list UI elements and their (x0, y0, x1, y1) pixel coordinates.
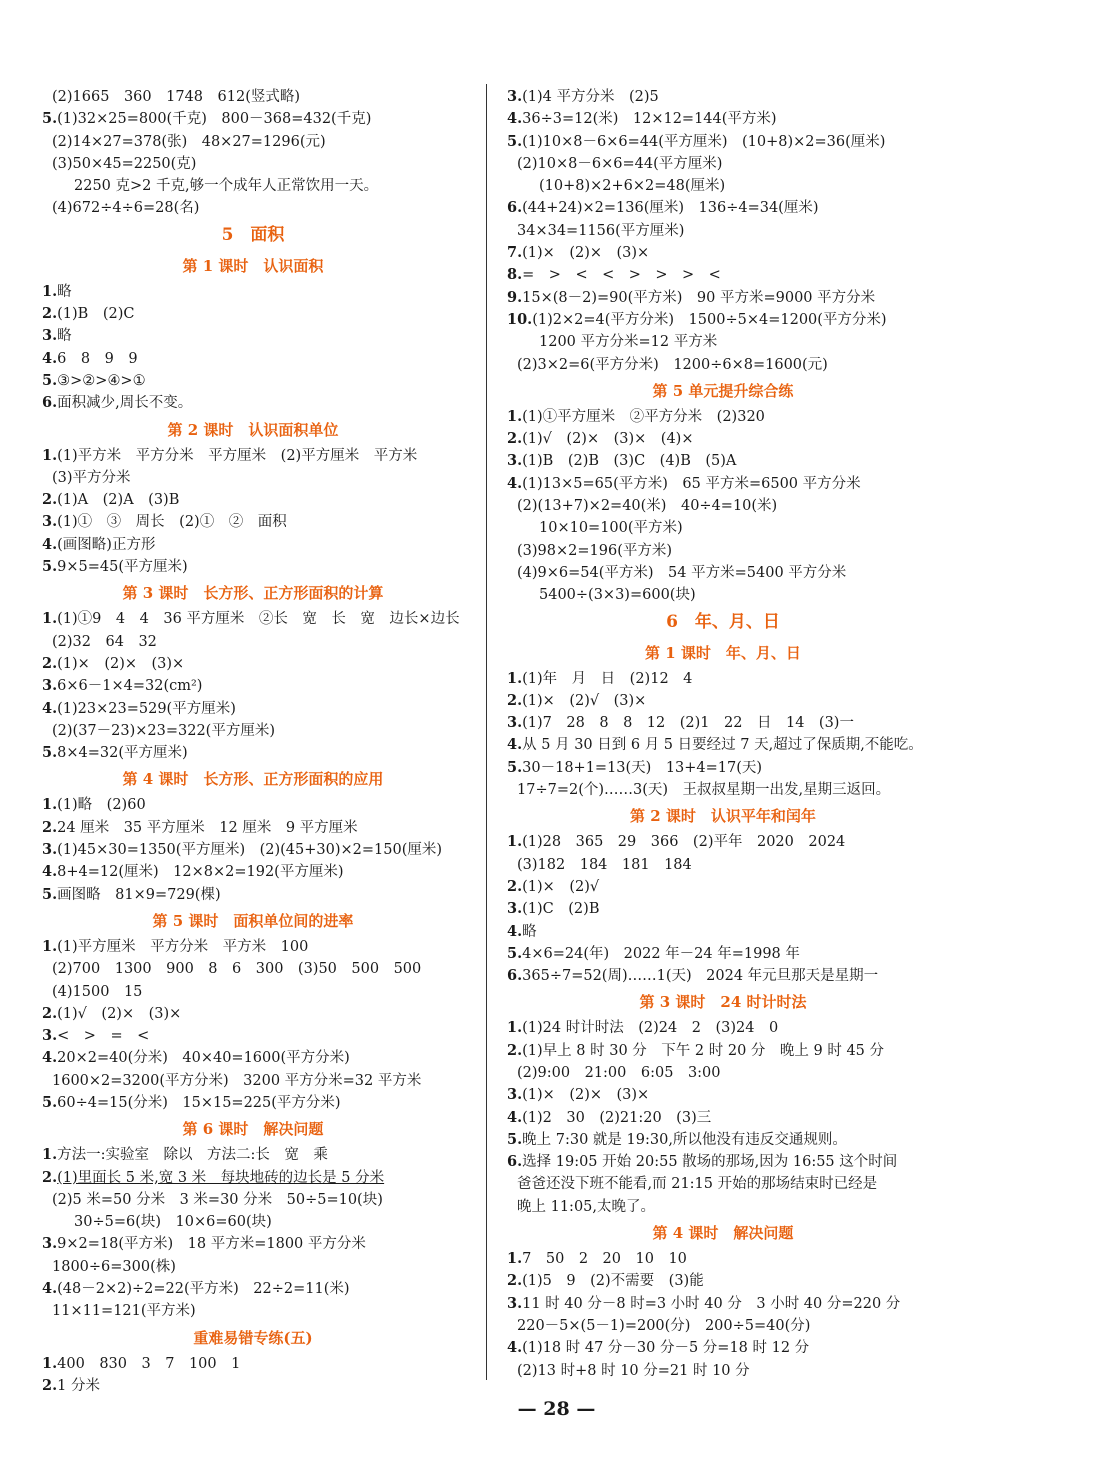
answer-line (38, 1047, 468, 1069)
answer-text: 1600×2=3200(平方分米) 3200 平方分米=32 平方米 (52, 1072, 422, 1089)
answer-line (503, 584, 943, 606)
answer-line (503, 1196, 943, 1218)
answer-line (38, 1211, 468, 1233)
answer-line (38, 742, 468, 764)
answer-text: 8×4=32(平方厘米) (57, 745, 188, 762)
answer-line (503, 1293, 943, 1315)
question-number: 2. (507, 1272, 523, 1290)
answer-text: (2)700 1300 900 8 6 300 (3)50 500 500 (52, 961, 422, 978)
question-number: 9. (507, 288, 523, 306)
question-number: 3. (42, 1027, 58, 1045)
answer-text: 20×2=40(分米) 40×40=1600(平方分米) (57, 1050, 350, 1067)
answer-line (38, 489, 468, 511)
answer-line (503, 1017, 943, 1039)
question-number: 4. (507, 1339, 523, 1357)
answer-text: (1)4 平方分米 (2)5 (522, 89, 659, 105)
answer-line (38, 631, 468, 653)
answer-text: (1)平方厘米 平方分米 平方米 100 (57, 938, 309, 955)
question-number: 3. (507, 714, 523, 732)
section-heading: 重难易错专练(五) (193, 1328, 313, 1347)
question-number: 4. (42, 1049, 58, 1067)
answer-text: 爸爸还没下班不能看,而 21:15 开始的那场结束时已经是 (517, 1176, 878, 1193)
answer-text: 6 8 9 9 (57, 350, 138, 367)
question-number: 4. (42, 863, 58, 881)
answer-text: (1)①平方厘米 ②平方分米 (2)320 (522, 408, 765, 425)
question-number: 2. (507, 691, 523, 709)
question-number: 2. (42, 1004, 58, 1022)
section-heading: 第 5 课时 面积单位间的进率 (152, 911, 354, 930)
answer-text: 220－5×(5－1)=200(分) 200÷5=40(分) (517, 1317, 811, 1334)
answer-line (503, 86, 943, 108)
answer-text: 400 830 3 7 100 1 (57, 1355, 241, 1372)
answer-line (38, 392, 468, 414)
answer-text: (1)2×2=4(平方分米) 1500÷5×4=1200(平方分米) (532, 311, 887, 328)
answer-line (503, 264, 943, 286)
question-number: 4. (507, 110, 523, 128)
question-number: 4. (507, 922, 523, 940)
answer-line (503, 1084, 943, 1106)
answer-text: (1)28 365 29 366 (2)平年 2020 2024 (522, 834, 846, 851)
answer-text: (1)√ (2)× (3)× (4)× (522, 431, 694, 448)
answer-line (38, 1233, 468, 1255)
answer-line (38, 197, 468, 219)
answer-text: (1)7 28 8 8 12 (2)1 22 日 14 (3)一 (522, 715, 854, 732)
answer-line (503, 712, 943, 734)
question-number: 3. (507, 900, 523, 918)
answer-text: 30÷5=6(块) 10×6=60(块) (74, 1214, 272, 1231)
answer-line (38, 698, 468, 720)
answer-line (38, 1070, 468, 1092)
answer-text: 9×5=45(平方厘米) (57, 559, 188, 576)
question-number: 5. (42, 558, 58, 576)
question-number: 3. (42, 513, 58, 531)
answer-text: 6×6－1×4=32(cm²) (57, 678, 203, 695)
answer-text: 略 (57, 283, 72, 300)
answer-line (38, 153, 468, 175)
answer-text: (1)× (2)× (3)× (57, 655, 185, 672)
answer-text: (1)里面长 5 米,宽 3 米 每块地砖的边长是 5 分米 (57, 1169, 385, 1186)
answer-line (503, 287, 943, 309)
answer-text: (1)① ③ 周长 (2)① ② 面积 (57, 514, 287, 531)
question-number: 5. (42, 885, 58, 903)
answer-text: 8+4=12(厘米) 12×8×2=192(平方厘米) (57, 864, 344, 881)
question-number: 3. (42, 841, 58, 859)
answer-text: (48－2×2)÷2=22(平方米) 22÷2=11(米) (57, 1281, 350, 1298)
answer-text: (1)18 时 47 分－30 分－5 分=18 时 12 分 (522, 1340, 810, 1357)
answer-line (38, 675, 468, 697)
answer-line (38, 1353, 468, 1375)
answer-line (503, 1337, 943, 1359)
answer-line (503, 1360, 943, 1382)
answer-text: 面积减少,周长不变。 (57, 395, 193, 412)
section-heading: 第 1 课时 年、月、日 (645, 643, 801, 662)
answer-line (38, 608, 468, 630)
question-number: 3. (42, 327, 58, 345)
answer-line (38, 303, 468, 325)
answer-text: 365÷7=52(周)……1(天) 2024 年元旦那天是星期一 (522, 968, 879, 985)
unit-title: 6 年、月、日 (666, 611, 780, 632)
question-number: 6. (507, 1153, 523, 1171)
question-number: 2. (42, 491, 58, 509)
answer-text: 晚上 11:05,太晚了。 (517, 1198, 656, 1215)
answer-text: (2)1665 360 1748 612(竖式略) (52, 89, 301, 105)
question-number: 10. (507, 310, 533, 328)
answer-line (503, 898, 943, 920)
answer-text: (1)10×8－6×6=44(平方厘米) (10+8)×2=36(厘米) (522, 133, 886, 150)
answer-text: (1)略 (2)60 (57, 797, 146, 814)
answer-text: (1)年 月 日 (2)12 4 (522, 670, 693, 687)
question-number: 1. (42, 282, 58, 300)
section-heading: 第 6 课时 解决问题 (182, 1120, 324, 1139)
answer-line (503, 331, 943, 353)
answer-line (38, 1092, 468, 1114)
answer-text: 略 (57, 328, 72, 345)
answer-line (503, 668, 943, 690)
question-number: 2. (42, 654, 58, 672)
answer-line (503, 131, 943, 153)
answer-text: (2)9:00 21:00 6:05 3:00 (517, 1064, 721, 1081)
answer-text: (1)C (2)B (522, 901, 600, 918)
question-number: 5. (42, 1093, 58, 1111)
answer-line (38, 511, 468, 533)
answer-text: (1)× (2)× (3)× (522, 1087, 650, 1104)
answer-text: 30－18+1=13(天) 13+4=17(天) (522, 759, 763, 776)
answer-text: 9×2=18(平方米) 18 平方米=1800 平方分米 (57, 1236, 366, 1253)
answer-line (38, 175, 468, 197)
question-number: 3. (507, 452, 523, 470)
page-number: — 28 — (517, 1398, 596, 1420)
answer-text: 17÷7=2(个)……3(天) 王叔叔星期一出发,星期三返回。 (517, 782, 891, 799)
question-number: 3. (507, 1086, 523, 1104)
answer-text: < > = < (57, 1028, 150, 1045)
answer-text: (2)10×8－6×6=44(平方厘米) (517, 155, 723, 172)
question-number: 4. (507, 474, 523, 492)
question-number: 2. (42, 305, 58, 323)
answer-text: 选择 19:05 开始 20:55 散场的那场,因为 16:55 这个时间 (522, 1154, 898, 1171)
question-number: 1. (42, 937, 58, 955)
answer-line (503, 562, 943, 584)
question-number: 1. (507, 833, 523, 851)
answer-line (503, 876, 943, 898)
answer-line (38, 108, 468, 130)
question-number: 5. (42, 371, 58, 389)
answer-line (503, 1107, 943, 1129)
answer-line (38, 861, 468, 883)
answer-text: (4)9×6=54(平方米) 54 平方米=5400 平方分米 (517, 564, 847, 581)
answer-text: 11×11=121(平方米) (52, 1303, 196, 1320)
answer-text: (1)A (2)A (3)B (57, 492, 180, 509)
answer-line (503, 921, 943, 943)
unit-title: 5 面积 (221, 224, 285, 245)
answer-text: (4)672÷4÷6=28(名) (52, 200, 200, 217)
answer-line (503, 220, 943, 242)
answer-line (38, 1189, 468, 1211)
section-heading: 第 3 课时 24 时计时法 (639, 993, 807, 1012)
answer-text: 24 厘米 35 平方厘米 12 厘米 9 平方厘米 (57, 819, 358, 836)
question-number: 1. (507, 1250, 523, 1268)
section-heading: 第 3 课时 长方形、正方形面积的计算 (122, 584, 384, 603)
answer-line (503, 1248, 943, 1270)
section-heading: 第 2 课时 认识面积单位 (167, 420, 339, 439)
answer-text: (1)√ (2)× (3)× (57, 1005, 182, 1022)
question-number: 6. (507, 967, 523, 985)
answer-line (503, 175, 943, 197)
question-number: 3. (42, 677, 58, 695)
right-column (503, 86, 943, 1382)
answer-text: (1)2 30 (2)21:20 (3)三 (522, 1109, 712, 1126)
answer-line (503, 1315, 943, 1337)
answer-text: 1 分米 (57, 1377, 100, 1394)
answer-text: 7 50 2 20 10 10 (522, 1251, 687, 1268)
answer-line (38, 1025, 468, 1047)
answer-text: (2)3×2=6(平方分米) 1200÷6×8=1600(元) (517, 356, 828, 373)
answer-line (503, 965, 943, 987)
answer-line (38, 325, 468, 347)
answer-text: (3)平方分米 (52, 469, 131, 486)
question-number: 5. (507, 758, 523, 776)
question-number: 2. (42, 1168, 58, 1186)
answer-text: (3)182 184 181 184 (517, 856, 692, 873)
answer-text: 从 5 月 30 日到 6 月 5 日要经过 7 天,超过了保质期,不能吃。 (522, 737, 923, 754)
answer-line (38, 1375, 468, 1397)
section-heading: 第 5 单元提升综合练 (652, 381, 794, 400)
answer-text: (44+24)×2=136(厘米) 136÷4=34(厘米) (522, 200, 819, 217)
answer-line (503, 242, 943, 264)
answer-text: ③>②>④>① (57, 372, 146, 389)
answer-line (503, 517, 943, 539)
question-number: 6. (507, 199, 523, 217)
question-number: 5. (507, 944, 523, 962)
question-number: 2. (507, 1041, 523, 1059)
answer-line (503, 153, 943, 175)
answer-line (503, 108, 943, 130)
answer-line (38, 556, 468, 578)
answer-line (503, 309, 943, 331)
answer-text: (4)1500 15 (52, 983, 143, 1000)
question-number: 1. (42, 1146, 58, 1164)
answer-text: (2)13 时+8 时 10 分=21 时 10 分 (517, 1362, 750, 1379)
section-heading: 第 1 课时 认识面积 (182, 256, 324, 275)
answer-text: (1)早上 8 时 30 分 下午 2 时 20 分 晚上 9 时 45 分 (522, 1042, 885, 1059)
answer-text: (1)× (2)√ (3)× (522, 692, 647, 709)
question-number: 4. (507, 1108, 523, 1126)
question-number: 4. (42, 535, 58, 553)
question-number: 4. (42, 1280, 58, 1298)
answer-line (503, 831, 943, 853)
question-number: 1. (42, 446, 58, 464)
answer-text: 10×10=100(平方米) (539, 520, 683, 537)
question-number: 4. (507, 736, 523, 754)
question-number: 8. (507, 266, 523, 284)
answer-line (38, 720, 468, 742)
answer-line (38, 467, 468, 489)
answer-text: (画图略)正方形 (57, 536, 156, 553)
answer-line (38, 817, 468, 839)
question-number: 2. (42, 818, 58, 836)
answer-text: (1)24 时计时法 (2)24 2 (3)24 0 (522, 1020, 779, 1037)
answer-text: (1)平方米 平方分米 平方厘米 (2)平方厘米 平方米 (57, 447, 418, 464)
question-number: 2. (507, 877, 523, 895)
answer-line (38, 1003, 468, 1025)
answer-line (503, 757, 943, 779)
answer-line (38, 1256, 468, 1278)
question-number: 1. (507, 669, 523, 687)
question-number: 5. (507, 1130, 523, 1148)
question-number: 3. (507, 88, 523, 105)
answer-line (503, 690, 943, 712)
answer-line (38, 1300, 468, 1322)
answer-text: = > < < > > > < (522, 267, 721, 284)
answer-text: 11 时 40 分－8 时=3 小时 40 分 3 小时 40 分=220 分 (522, 1295, 901, 1312)
answer-line (38, 445, 468, 467)
answer-line (503, 779, 943, 801)
answer-text: 2250 克>2 千克,够一个成年人正常饮用一天。 (74, 178, 379, 195)
answer-line (503, 428, 943, 450)
answer-text: (1)32×25=800(千克) 800－368=432(千克) (57, 111, 372, 128)
answer-line (38, 281, 468, 303)
answer-line (503, 354, 943, 376)
answer-text: (2)(13+7)×2=40(米) 40÷4=10(米) (517, 498, 778, 515)
answer-line (38, 534, 468, 556)
answer-text: (1)13×5=65(平方米) 65 平方米=6500 平方分米 (522, 475, 861, 492)
section-heading: 第 4 课时 解决问题 (652, 1224, 794, 1243)
question-number: 4. (42, 699, 58, 717)
answer-text: 36÷3=12(米) 12×12=144(平方米) (522, 111, 777, 128)
answer-text: 60÷4=15(分米) 15×15=225(平方分米) (57, 1094, 341, 1111)
answer-text: (1)B (2)B (3)C (4)B (5)A (522, 453, 737, 470)
answer-text: 15×(8－2)=90(平方米) 90 平方米=9000 平方分米 (522, 289, 876, 306)
question-number: 1. (42, 1354, 58, 1372)
answer-line (38, 958, 468, 980)
answer-line (38, 131, 468, 153)
answer-line (38, 794, 468, 816)
answer-line (503, 1173, 943, 1195)
answer-line (503, 943, 943, 965)
answer-line (38, 1167, 468, 1189)
answer-line (38, 86, 468, 108)
answer-line (38, 839, 468, 861)
question-number: 2. (507, 430, 523, 448)
question-number: 2. (42, 1376, 58, 1394)
answer-line (38, 1278, 468, 1300)
question-number: 5. (42, 110, 58, 128)
answer-line (38, 884, 468, 906)
answer-line (503, 406, 943, 428)
answer-line (503, 197, 943, 219)
question-number: 5. (42, 744, 58, 762)
answer-line (503, 854, 943, 876)
answer-line (503, 540, 943, 562)
answer-text: 1200 平方分米=12 平方米 (539, 334, 718, 351)
question-number: 3. (42, 1235, 58, 1253)
answer-text: (3)50×45=2250(克) (52, 155, 197, 172)
answer-text: (1)45×30=1350(平方厘米) (2)(45+30)×2=150(厘米) (57, 842, 443, 859)
answer-line (503, 473, 943, 495)
answer-line (503, 450, 943, 472)
answer-line (503, 495, 943, 517)
answer-line (503, 734, 943, 756)
answer-text: (2)14×27=378(张) 48×27=1296(元) (52, 133, 326, 150)
answer-text: (2)32 64 32 (52, 633, 157, 650)
question-number: 1. (507, 407, 523, 425)
answer-text: (1)5 9 (2)不需要 (3)能 (522, 1273, 704, 1290)
answer-text: 5400÷(3×3)=600(块) (539, 587, 696, 604)
question-number: 1. (42, 610, 58, 628)
answer-line (503, 1040, 943, 1062)
answer-text: (1)B (2)C (57, 306, 135, 323)
answer-text: (10+8)×2+6×2=48(厘米) (539, 178, 726, 195)
column-divider (486, 84, 487, 1380)
section-heading: 第 4 课时 长方形、正方形面积的应用 (122, 770, 384, 789)
answer-text: (2)5 米=50 分米 3 米=30 分米 50÷5=10(块) (52, 1191, 383, 1208)
answer-text: 略 (522, 923, 537, 940)
answer-text: (1)①9 4 4 36 平方厘米 ②长 宽 长 宽 边长×边长 (57, 611, 460, 628)
answer-line (503, 1129, 943, 1151)
question-number: 7. (507, 244, 523, 262)
answer-line (503, 1062, 943, 1084)
answer-line (38, 936, 468, 958)
answer-text: 晚上 7:30 就是 19:30,所以他没有违反交通规则。 (522, 1131, 847, 1148)
answer-line (503, 1270, 943, 1292)
left-column (38, 86, 468, 1397)
answer-line (503, 1151, 943, 1173)
answer-text: (2)(37－23)×23=322(平方厘米) (52, 722, 275, 739)
answer-text: (1)× (2)√ (522, 878, 600, 895)
answer-text: 1800÷6=300(株) (52, 1258, 176, 1275)
question-number: 3. (507, 1294, 523, 1312)
question-number: 1. (507, 1019, 523, 1037)
answer-text: (1)23×23=529(平方厘米) (57, 700, 236, 717)
question-number: 4. (42, 349, 58, 367)
answer-text: 方法一:实验室 除以 方法二:长 宽 乘 (57, 1147, 328, 1164)
answer-text: (3)98×2=196(平方米) (517, 542, 673, 559)
section-heading: 第 2 课时 认识平年和闰年 (630, 807, 816, 826)
question-number: 1. (42, 796, 58, 814)
answer-line (38, 981, 468, 1003)
answer-text: 34×34=1156(平方厘米) (517, 222, 685, 239)
answer-line (38, 370, 468, 392)
answer-line (38, 1144, 468, 1166)
answer-line (38, 653, 468, 675)
answer-text: (1)× (2)× (3)× (522, 245, 650, 262)
answer-text: 4×6=24(年) 2022 年－24 年=1998 年 (522, 945, 800, 962)
question-number: 6. (42, 394, 58, 412)
answer-line (38, 348, 468, 370)
answer-text: 画图略 81×9=729(棵) (57, 886, 221, 903)
question-number: 5. (507, 132, 523, 150)
